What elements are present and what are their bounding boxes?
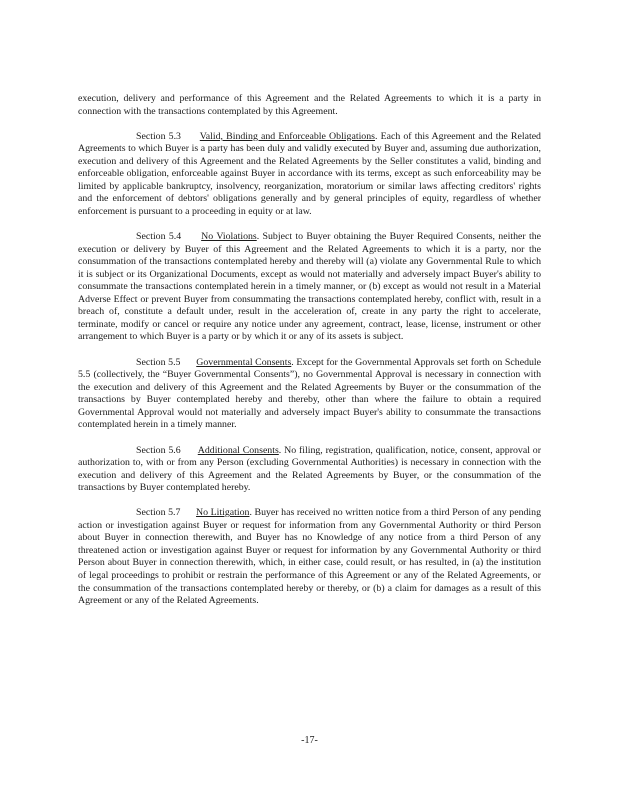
section-title: Additional Consents (197, 444, 279, 456)
section-body: . No filing, registration, qualification, notice, consent, approval or authorization to, with or from any Person (excluding Governmental Authorities) is necessary in connection with the execution and delivery of this Agreement and the Related Agreements by Buyer, or the consummation of the transactions by Buyer contemplated hereby. (78, 444, 541, 494)
section-number: Section 5.6 (136, 444, 181, 456)
section-body: . Subject to Buyer obtaining the Buyer Required Consents, neither the execution or delivery by Buyer of this Agreement and the Related Agreements to which it is a party, nor the consummation of the transactions contemplated hereby and thereby will (a) violate any Governmental Rule to which it is subject or its Organizational Documents, except as would not materially and adversely impact Buyer's ability to consummate the transactions contemplated herein in a timely manner, or (b) except as would not result in a Material Adverse Effect or prevent Buyer from consummating the transactions contemplated hereby, conflict with, result in a breach of, constitute a default under, result in the acceleration of, create in any party the right to accelerate, terminate, modify or cancel or require any notice under any agreement, contract, lease, license, instrument or other arrangement to which Buyer is a party or by which it or any of its assets is subject. (78, 231, 541, 343)
section-body: . Each of this Agreement and the Related Agreements to which Buyer is a party has been duly and validly executed by Buyer and, assuming due authorization, execution and delivery of this Agreement and the Related Agreements by the Seller constitutes a valid, binding and enforceable obligation, enforceable against Buyer in accordance with its terms, except as such enforceability may be limited by applicable bankruptcy, insolvency, reorganization, moratorium or similar laws affecting creditors' rights and the enforcement of debtors' obligations generally and by general principles of equity, regardless of whether enforcement is pursuant to a proceeding in equity or at law. (78, 130, 541, 217)
continuation-paragraph: execution, delivery and performance of this Agreement and the Related Agreements to which it is a party in connection with the transactions contemplated by this Agreement. (78, 93, 541, 117)
section-body: . Buyer has received no written notice from a third Person of any pending action or investigation against Buyer or request for information from any Governmental Authority or third Person about Buyer in connection therewith, and Buyer has no Knowledge of any notice from a third Person of any threatened action or investigation against Buyer or request for information by any Governmental Authority or third Person about Buyer in connection therewith, which, in either case, could result, or has resulted, in (a) the institution of legal proceedings to prohibit or restrain the performance of this Agreement or any of the Related Agreements, or the consummation of the transactions contemplated hereby or thereby, or (b) a claim for damages as a result of this Agreement or any of the Related Agreements. (78, 507, 541, 607)
section-number: Section 5.3 (136, 130, 181, 142)
section-5-5 (78, 357, 541, 432)
section-title: No Litigation (196, 507, 250, 519)
section-5-6 (78, 445, 541, 495)
section-5-4 (78, 231, 541, 344)
section-body: . Except for the Governmental Approvals set forth on Schedule 5.5 (collectively, the “Buyer Governmental Consents”), no Governmental Approval is necessary in connection with the execution and delivery of this Agreement and the Related Agreements by Buyer or the consummation of the transactions by Buyer contemplated hereby and thereby, other than where the failure to obtain a required Governmental Approval would not materially and adversely impact Buyer's ability to consummate the transactions contemplated herein in a timely manner. (78, 356, 542, 431)
section-title: No Violations (201, 231, 257, 243)
section-number: Section 5.7 (136, 507, 181, 519)
section-5-7 (78, 507, 541, 607)
section-5-3 (78, 131, 541, 219)
section-number: Section 5.5 (136, 356, 181, 368)
document-page (78, 93, 541, 620)
section-title: Governmental Consents (196, 356, 292, 368)
page-number: -17- (301, 735, 318, 746)
section-number: Section 5.4 (136, 231, 182, 243)
section-title: Valid, Binding and Enforceable Obligations (199, 130, 375, 142)
